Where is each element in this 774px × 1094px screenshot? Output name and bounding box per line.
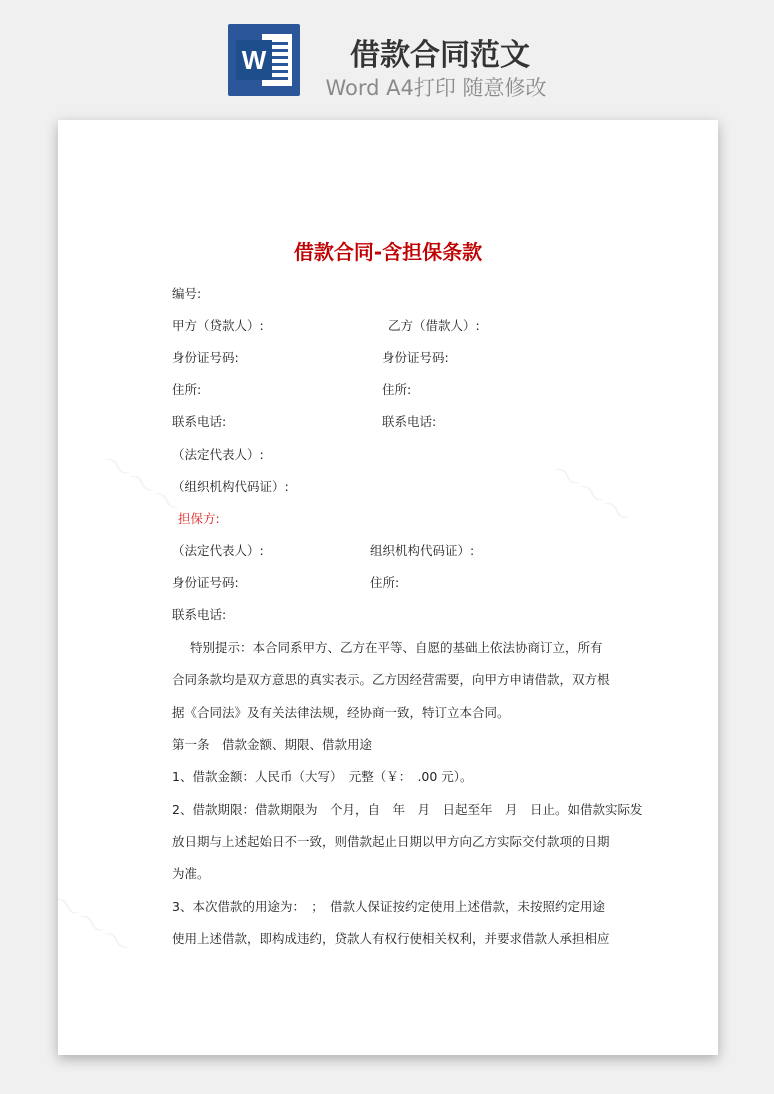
word-letter: W [236,40,272,80]
contract-number: 编号: [172,286,202,301]
paragraph-line: 1、借款金额：人民币（大写） 元整（￥： .00 元）。 [172,769,473,784]
section-heading: 第一条 借款金额、期限、借款用途 [172,737,373,752]
party-b-address: 住所: [382,382,412,397]
guarantor-phone: 联系电话: [172,607,227,622]
party-a-address: 住所: [172,382,202,397]
guarantor-id: 身份证号码: [172,575,239,590]
watermark: 〜〜〜 [44,884,138,966]
page-subtitle: Word A4打印 随意修改 [325,76,547,100]
legal-representative: （法定代表人）: [172,447,264,462]
header [0,0,774,110]
organization-code: （组织机构代码证）: [172,479,289,494]
party-a-label: 甲方（贷款人）: [172,318,264,333]
watermark: 〜〜〜 [94,444,188,526]
paragraph-line: 使用上述借款，即构成违约，贷款人有权行使相关权利，并要求借款人承担相应 [172,931,610,946]
guarantor-organization-code: 组织机构代码证）: [370,543,475,558]
word-icon [228,24,300,96]
page-title: 借款合同范文 [350,38,530,73]
party-a-phone: 联系电话: [172,414,227,429]
watermark: 〜〜〜 [544,454,638,536]
party-a-id: 身份证号码: [172,350,239,365]
party-b-phone: 联系电话: [382,414,437,429]
paragraph-line: 据《合同法》及有关法律法规，经协商一致，特订立本合同。 [172,705,510,720]
party-b-id: 身份证号码: [382,350,449,365]
guarantor-address: 住所: [370,575,400,590]
document-page [44,120,718,1055]
guarantor-legal-representative: （法定代表人）: [172,543,264,558]
paragraph-line: 合同条款均是双方意思的真实表示。乙方因经营需要，向甲方申请借款，双方根 [172,672,610,687]
paragraph-line: 为准。 [172,866,210,881]
document-title: 借款合同-含担保条款 [293,240,483,264]
party-b-label: 乙方（借款人）: [388,318,480,333]
paragraph-line: 3、本次借款的用途为： ； 借款人保证按约定使用上述借款，未按照约定用途 [172,899,605,914]
paragraph-line: 特别提示：本合同系甲方、乙方在平等、自愿的基础上依法协商订立，所有 [190,640,603,655]
paragraph-line: 2、借款期限：借款期限为 个月，自 年 月 日起至年 月 日止。如借款实际发 [172,802,643,817]
paragraph-line: 放日期与上述起始日不一致，则借款起止日期以甲方向乙方实际交付款项的日期 [172,834,610,849]
guarantor-label: 担保方: [178,511,220,526]
